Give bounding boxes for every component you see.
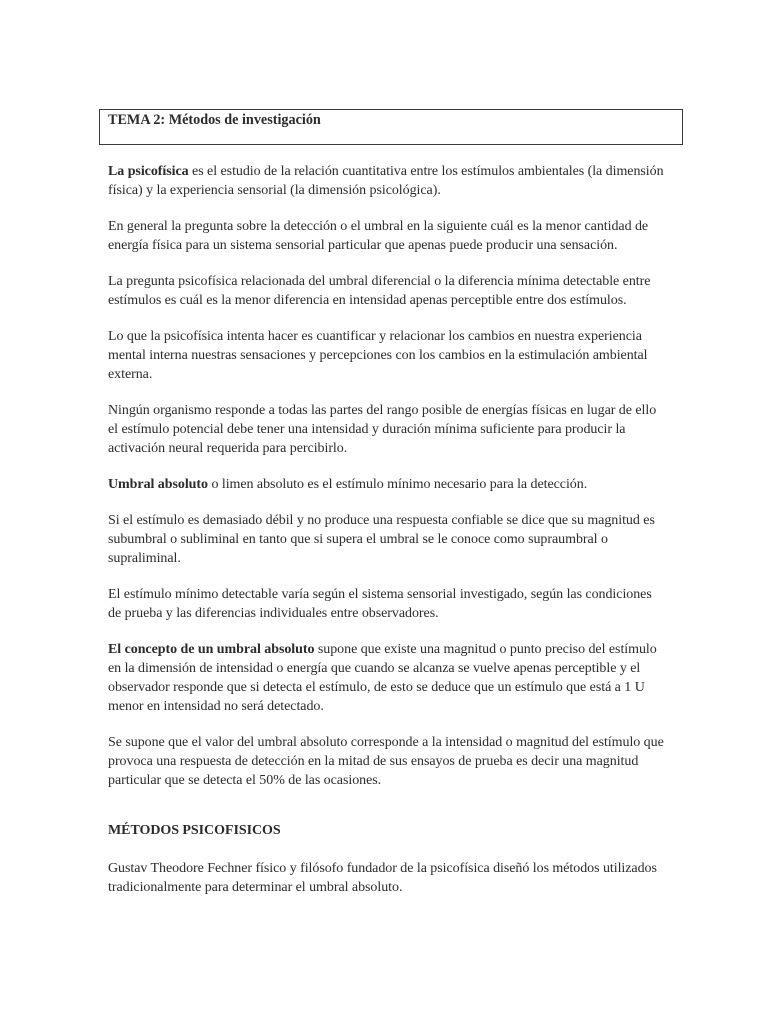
paragraph-bold-lead: El concepto de un umbral absoluto <box>108 642 315 657</box>
paragraph <box>108 217 668 255</box>
paragraph-text: supone que existe una magnitud o punto preciso del estímulo en la dimensión de intensidad o energía que cuando se alcanza se vuelve apenas perceptible y el observador responde que si detecta el estímulo, de esto se deduce que un estímulo que está a 1 U menor en intensidad no será detectado. <box>108 642 657 714</box>
title-box <box>99 109 683 145</box>
paragraph <box>108 401 668 458</box>
paragraph <box>108 585 668 623</box>
paragraph <box>108 640 668 716</box>
document-title: TEMA 2: Métodos de investigación <box>108 112 321 128</box>
paragraph-text: Ningún organismo responde a todas las partes del rango posible de energías físicas en lugar de ello el estímulo potencial debe tener una intensidad y duración mínima suficiente para producir la activación neural requerida para percibirlo. <box>108 403 657 456</box>
paragraph-text: o limen absoluto es el estímulo mínimo necesario para la detección. <box>208 477 588 492</box>
paragraph <box>108 859 668 897</box>
section-heading: MÉTODOS PSICOFISICOS <box>108 823 281 838</box>
paragraph-text: Gustav Theodore Fechner físico y filósofo fundador de la psicofísica diseñó los métodos utilizados tradicionalmente para determinar el umbral absoluto. <box>108 861 657 895</box>
paragraph <box>108 272 668 310</box>
document-body <box>108 162 668 914</box>
paragraph-text: En general la pregunta sobre la detección o el umbral en la siguiente cuál es la menor cantidad de energía física para un sistema sensorial particular que apenas puede producir una sensación. <box>108 219 649 253</box>
paragraph <box>108 511 668 568</box>
paragraph <box>108 733 668 790</box>
paragraph-text: es el estudio de la relación cuantitativa entre los estímulos ambientales (la dimensión física) y la experiencia sensorial (la dimensión psicológica). <box>108 164 664 198</box>
paragraph-text: Lo que la psicofísica intenta hacer es cuantificar y relacionar los cambios en nuestra experiencia mental interna nuestras sensaciones y percepciones con los cambios en la estimulación ambiental externa. <box>108 329 648 382</box>
paragraph-text: La pregunta psicofísica relacionada del umbral diferencial o la diferencia mínima detectable entre estímulos es cuál es la menor diferencia en intensidad apenas perceptible entre dos estímulos. <box>108 274 651 308</box>
paragraph-text: El estímulo mínimo detectable varía según el sistema sensorial investigado, según las condiciones de prueba y las diferencias individuales entre observadores. <box>108 587 652 621</box>
paragraph <box>108 162 668 200</box>
paragraph <box>108 475 668 494</box>
paragraph-bold-lead: La psicofísica <box>108 164 189 179</box>
paragraph-text: Se supone que el valor del umbral absoluto corresponde a la intensidad o magnitud del estímulo que provoca una respuesta de detección en la mitad de sus ensayos de prueba es decir una magnitud particular que se detecta el 50% de las ocasiones. <box>108 735 664 788</box>
paragraph-text: Si el estímulo es demasiado débil y no produce una respuesta confiable se dice que su magnitud es subumbral o subliminal en tanto que si supera el umbral se le conoce como supraumbral o supraliminal. <box>108 513 655 566</box>
paragraph-bold-lead: Umbral absoluto <box>108 477 208 492</box>
paragraph <box>108 327 668 384</box>
